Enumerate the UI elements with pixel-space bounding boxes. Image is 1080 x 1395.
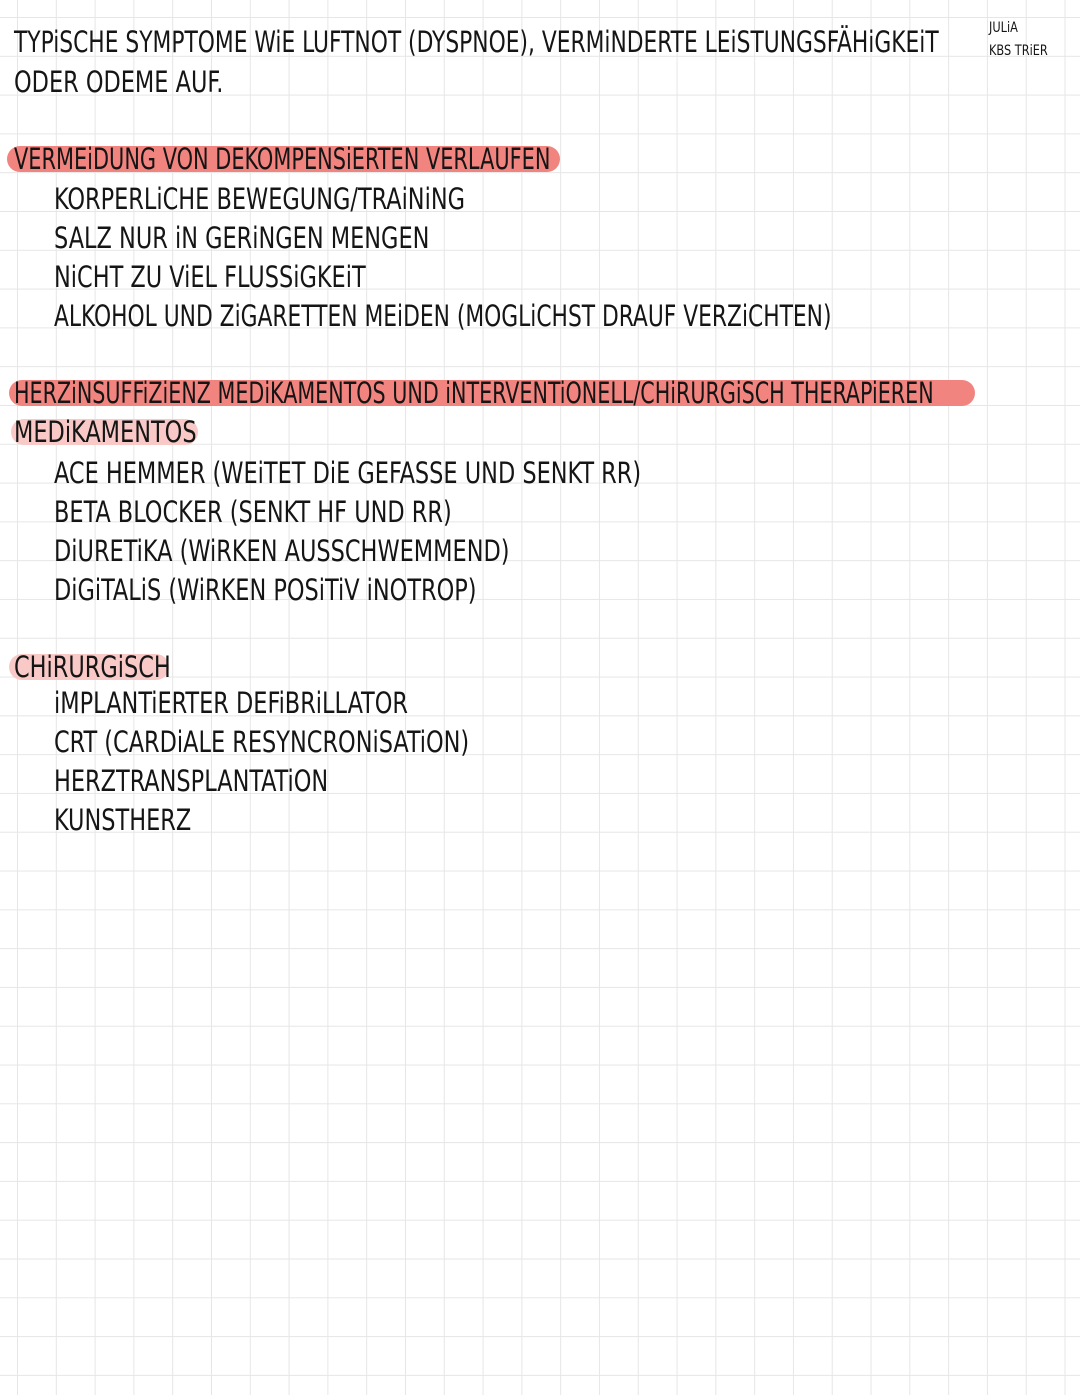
subheading-surgical: CHiRURGiSCH [14,650,171,684]
list-item: CRT (CARDiALE RESYNCRONiSATiON) [54,725,470,759]
list-item: DiGiTALiS (WiRKEN POSiTiV iNOTROP) [54,573,477,607]
list-item: ALKOHOL UND ZiGARETTEN MEiDEN (MOGLiCHST DRAUF VERZiCHTEN) [54,299,832,333]
intro-line-2: ODER ODEME AUF. [14,65,224,99]
intro-line-1: TYPiSCHE SYMPTOME WiE LUFTNOT (DYSPNOE), VERMiNDERTE LEiSTUNGSFÄHiGKEiT [14,25,939,59]
list-item: HERZTRANSPLANTATiON [54,764,329,798]
subheading-medication: MEDiKAMENTOS [14,415,197,449]
list-item: NiCHT ZU ViEL FLUSSiGKEiT [54,260,366,294]
section-heading-avoid: VERMEiDUNG VON DEKOMPENSiERTEN VERLAUFEN [14,142,551,176]
list-item: KORPERLiCHE BEWEGUNG/TRAiNiNG [54,182,465,216]
list-item: DiURETiKA (WiRKEN AUSSCHWEMMEND) [54,534,510,568]
list-item: KUNSTHERZ [54,803,192,837]
list-item: SALZ NUR iN GERiNGEN MENGEN [54,221,430,255]
list-item: iMPLANTiERTER DEFiBRiLLATOR [54,686,408,720]
author-name: JULiA [989,20,1018,36]
list-item: ACE HEMMER (WEiTET DiE GEFASSE UND SENKT RR) [54,456,642,490]
list-item: BETA BLOCKER (SENKT HF UND RR) [54,495,452,529]
section-heading-therapy: HERZiNSUFFiZiENZ MEDiKAMENTOS UND iNTERVENTiONELL/CHiRURGiSCH THERAPiEREN [14,376,934,410]
author-school: KBS TRiER [989,43,1048,59]
